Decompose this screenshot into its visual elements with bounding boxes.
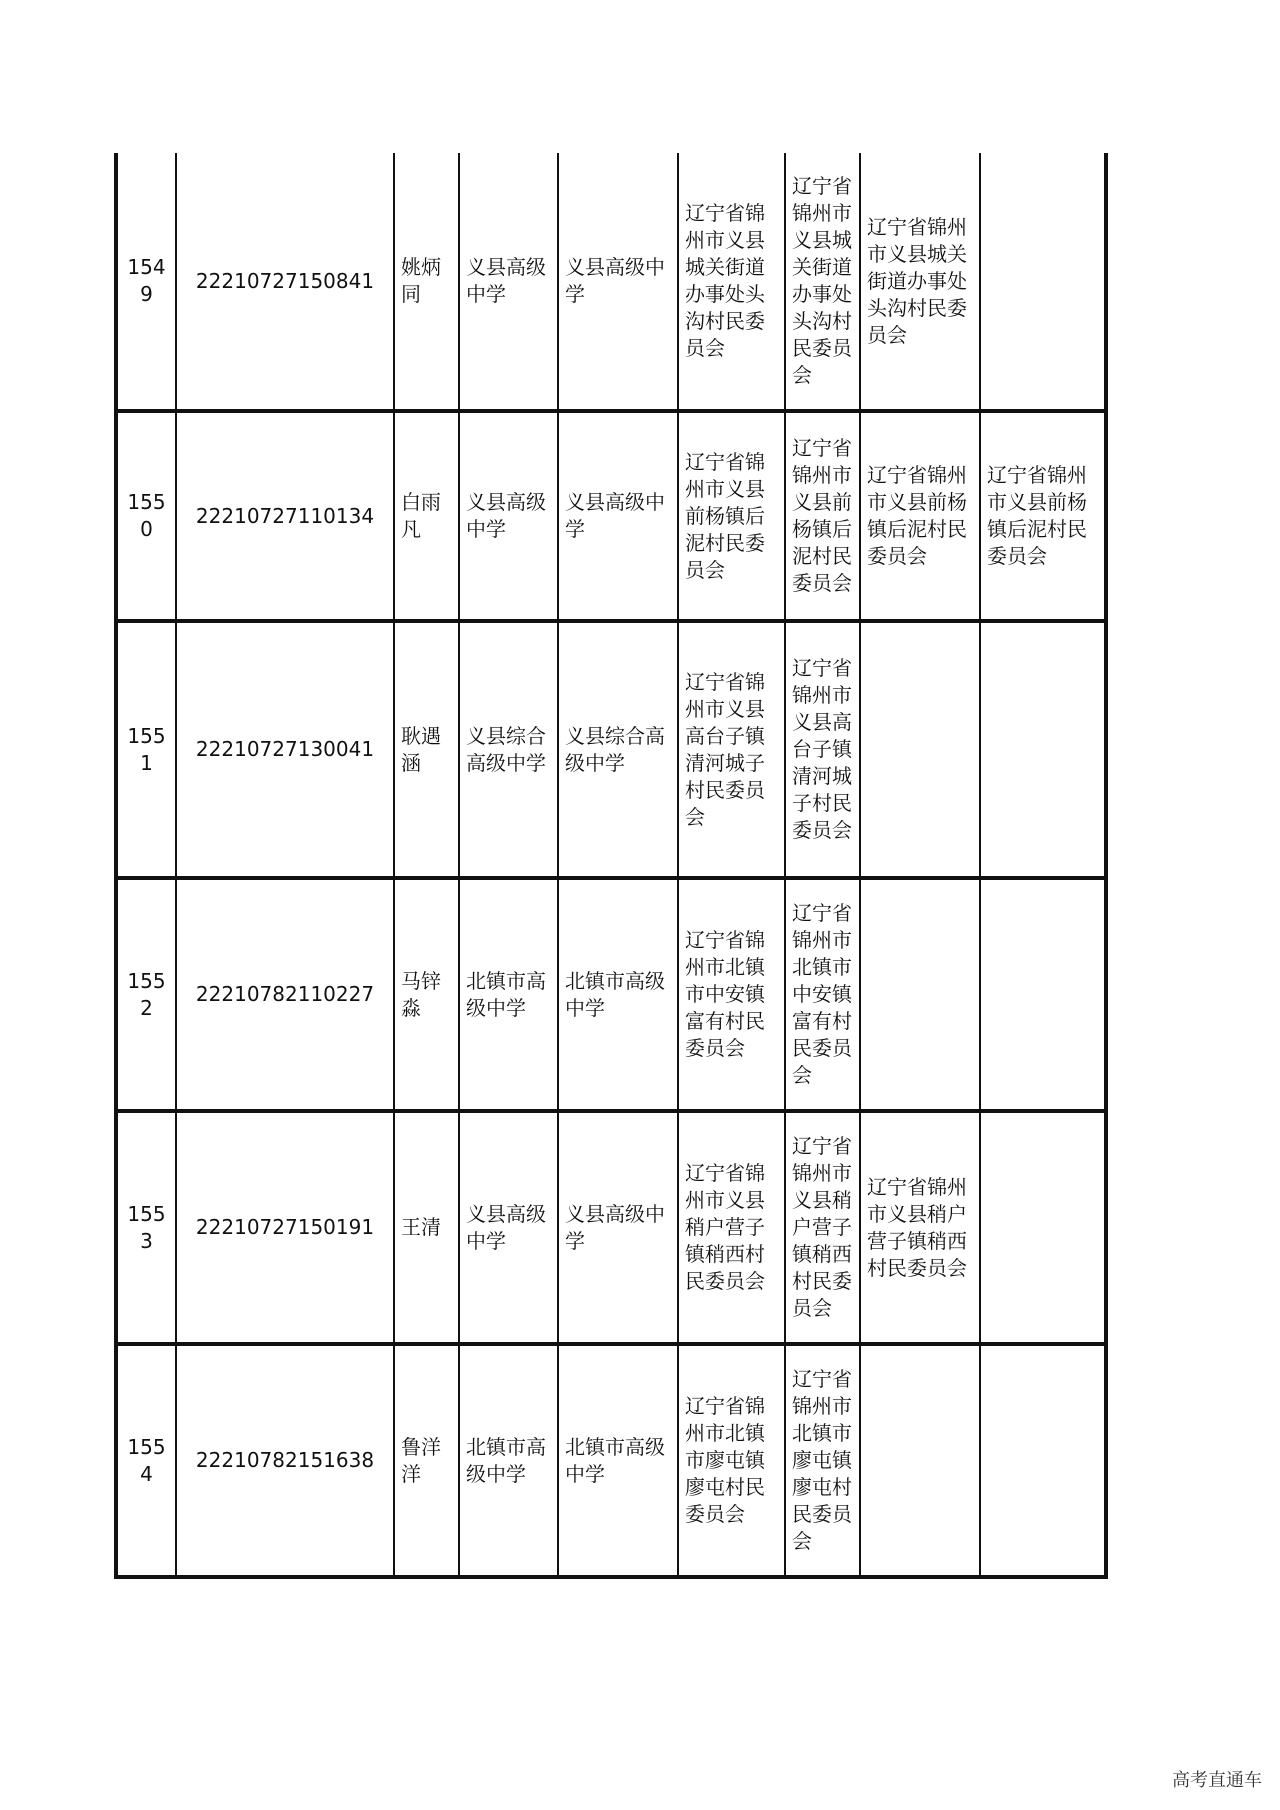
exam-id-cell: 22210782110227 [176,878,394,1111]
place-cell: 辽宁省锦州市义县稍户营子镇稍西村民委员会 [678,1111,785,1344]
name-cell: 白雨凡 [394,411,459,621]
hukou-cell: 辽宁省锦州市义县稍户营子镇稍西村民委员会 [860,1111,980,1344]
hukou-cell: 辽宁省锦州市义县稍户营子镇稍西村民委员会 [785,1111,860,1344]
seq-cell: 1549 [116,153,176,411]
name-cell: 耿遇涵 [394,621,459,878]
place-cell: 辽宁省锦州市北镇市中安镇富有村民委员会 [678,878,785,1111]
school-cell: 义县高级中学 [459,411,558,621]
school-full-cell: 北镇市高级中学 [558,1344,678,1577]
school-full-cell: 义县高级中学 [558,1111,678,1344]
hukou-cell [980,1111,1106,1344]
school-cell: 义县高级中学 [459,153,558,411]
exam-id-cell: 22210727150841 [176,153,394,411]
seq-cell: 1550 [116,411,176,621]
place-cell: 辽宁省锦州市北镇市廖屯镇廖屯村民委员会 [678,1344,785,1577]
table-row [116,878,1106,1111]
exam-id-cell: 22210727130041 [176,621,394,878]
hukou-cell [980,878,1106,1111]
school-cell: 义县综合高级中学 [459,621,558,878]
hukou-cell [860,1344,980,1577]
school-cell: 义县高级中学 [459,1111,558,1344]
place-cell: 辽宁省锦州市义县前杨镇后泥村民委员会 [678,411,785,621]
seq-cell: 1553 [116,1111,176,1344]
school-cell: 北镇市高级中学 [459,1344,558,1577]
exam-id-cell: 22210727110134 [176,411,394,621]
student-roster-table [114,153,1108,1579]
seq-cell: 1551 [116,621,176,878]
exam-id-cell: 22210727150191 [176,1111,394,1344]
name-cell: 马锌淼 [394,878,459,1111]
seq-cell: 1554 [116,1344,176,1577]
hukou-cell: 辽宁省锦州市北镇市廖屯镇廖屯村民委员会 [785,1344,860,1577]
hukou-cell [980,153,1106,411]
seq-cell: 1552 [116,878,176,1111]
table-row [116,1111,1106,1344]
watermark: 高考直通车 [1172,1770,1262,1791]
name-cell: 姚炳同 [394,153,459,411]
table-row [116,621,1106,878]
exam-id-cell: 22210782151638 [176,1344,394,1577]
place-cell: 辽宁省锦州市义县城关街道办事处头沟村民委员会 [678,153,785,411]
school-cell: 北镇市高级中学 [459,878,558,1111]
hukou-cell [860,621,980,878]
name-cell: 鲁洋洋 [394,1344,459,1577]
hukou-cell: 辽宁省锦州市义县城关街道办事处头沟村民委员会 [785,153,860,411]
school-full-cell: 义县高级中学 [558,153,678,411]
table-row [116,153,1106,411]
hukou-cell: 辽宁省锦州市义县前杨镇后泥村民委员会 [785,411,860,621]
name-cell: 王清 [394,1111,459,1344]
hukou-cell [980,1344,1106,1577]
school-full-cell: 义县高级中学 [558,411,678,621]
hukou-cell: 辽宁省锦州市义县前杨镇后泥村民委员会 [980,411,1106,621]
hukou-cell: 辽宁省锦州市义县高台子镇清河城子村民委员会 [785,621,860,878]
hukou-cell [980,621,1106,878]
hukou-cell: 辽宁省锦州市义县前杨镇后泥村民委员会 [860,411,980,621]
hukou-cell: 辽宁省锦州市义县城关街道办事处头沟村民委员会 [860,153,980,411]
table-row [116,1344,1106,1577]
table-row [116,411,1106,621]
hukou-cell: 辽宁省锦州市北镇市中安镇富有村民委员会 [785,878,860,1111]
school-full-cell: 北镇市高级中学 [558,878,678,1111]
place-cell: 辽宁省锦州市义县高台子镇清河城子村民委员会 [678,621,785,878]
school-full-cell: 义县综合高级中学 [558,621,678,878]
hukou-cell [860,878,980,1111]
